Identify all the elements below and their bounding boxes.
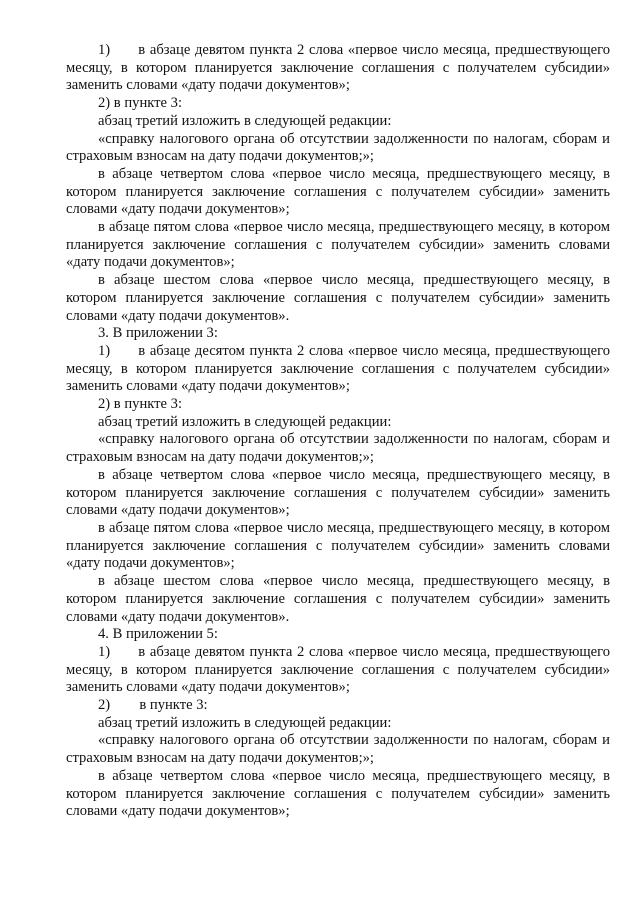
- paragraph-item-13: в абзаце четвертом слова «первое число месяца, предшествующего месяцу, в котором планируется заключение соглашения с получателем субсидии» заменить словами «дату подачи документов»;: [66, 466, 610, 519]
- paragraph-item-17: 1) в абзаце девятом пункта 2 слова «первое число месяца, предшествующего месяцу, в котором планируется заключение соглашения с получателем субсидии» заменить словами «дату подачи документов»;: [66, 643, 610, 696]
- paragraph-item-19: абзац третий изложить в следующей редакции:: [98, 714, 392, 731]
- paragraph-item-1: 1) в абзаце девятом пункта 2 слова «первое число месяца, предшествующего месяцу, в котором планируется заключение соглашения с получателем субсидии» заменить словами «дату подачи документов»;: [66, 42, 610, 94]
- paragraph-item-11: абзац третий изложить в следующей редакции:: [98, 413, 392, 430]
- paragraph-item-12: «справку налогового органа об отсутствии задолженности по налогам, сборам и страховым взносам на дату подачи документов;»;: [66, 431, 610, 466]
- paragraph-item-3: абзац третий изложить в следующей редакции:: [98, 112, 392, 129]
- paragraph-item-9: 1) в абзаце десятом пункта 2 слова «первое число месяца, предшествующего месяцу, в котором планируется заключение соглашения с получателем субсидии» заменить словами «дату подачи документов»;: [66, 342, 610, 395]
- paragraph-item-20: «справку налогового органа об отсутствии задолженности по налогам, сборам и страховым взносам на дату подачи документов;»;: [66, 732, 610, 767]
- paragraph-item-15: в абзаце шестом слова «первое число месяца, предшествующего месяцу, в котором планируется заключение соглашения с получателем субсидии» заменить словами «дату подачи документов».: [66, 573, 610, 625]
- paragraph-item-10: 2) в пункте 3:: [98, 396, 183, 413]
- section-heading-appendix-3: 3. В приложении 3:: [98, 325, 218, 342]
- paragraph-item-6: в абзаце пятом слова «первое число месяца, предшествующего месяцу, в котором планируется заключение соглашения с получателем субсидии» заменить словами «дату подачи документов»;: [66, 219, 610, 271]
- paragraph-item-18: 2) в пункте 3:: [98, 697, 208, 714]
- paragraph-item-21: в абзаце четвертом слова «первое число месяца, предшествующего месяцу, в котором планируется заключение соглашения с получателем субсидии» заменить словами «дату подачи документов»;: [66, 767, 610, 820]
- paragraph-item-14: в абзаце пятом слова «первое число месяца, предшествующего месяцу, в котором планируется заключение соглашения с получателем субсидии» заменить словами «дату подачи документов»;: [66, 519, 610, 572]
- document-body: [66, 42, 610, 821]
- paragraph-item-7: в абзаце шестом слова «первое число месяца, предшествующего месяцу, в котором планируется заключение соглашения с получателем субсидии» заменить словами «дату подачи документов».: [66, 272, 610, 324]
- paragraph-item-4: «справку налогового органа об отсутствии задолженности по налогам, сборам и страховым взносам на дату подачи документов;»;: [66, 130, 610, 165]
- section-heading-appendix-5: 4. В приложении 5:: [98, 626, 218, 643]
- paragraph-item-2: 2) в пункте 3:: [98, 95, 183, 112]
- paragraph-item-5: в абзаце четвертом слова «первое число месяца, предшествующего месяцу, в котором планируется заключение соглашения с получателем субсидии» заменить словами «дату подачи документов»;: [66, 165, 610, 218]
